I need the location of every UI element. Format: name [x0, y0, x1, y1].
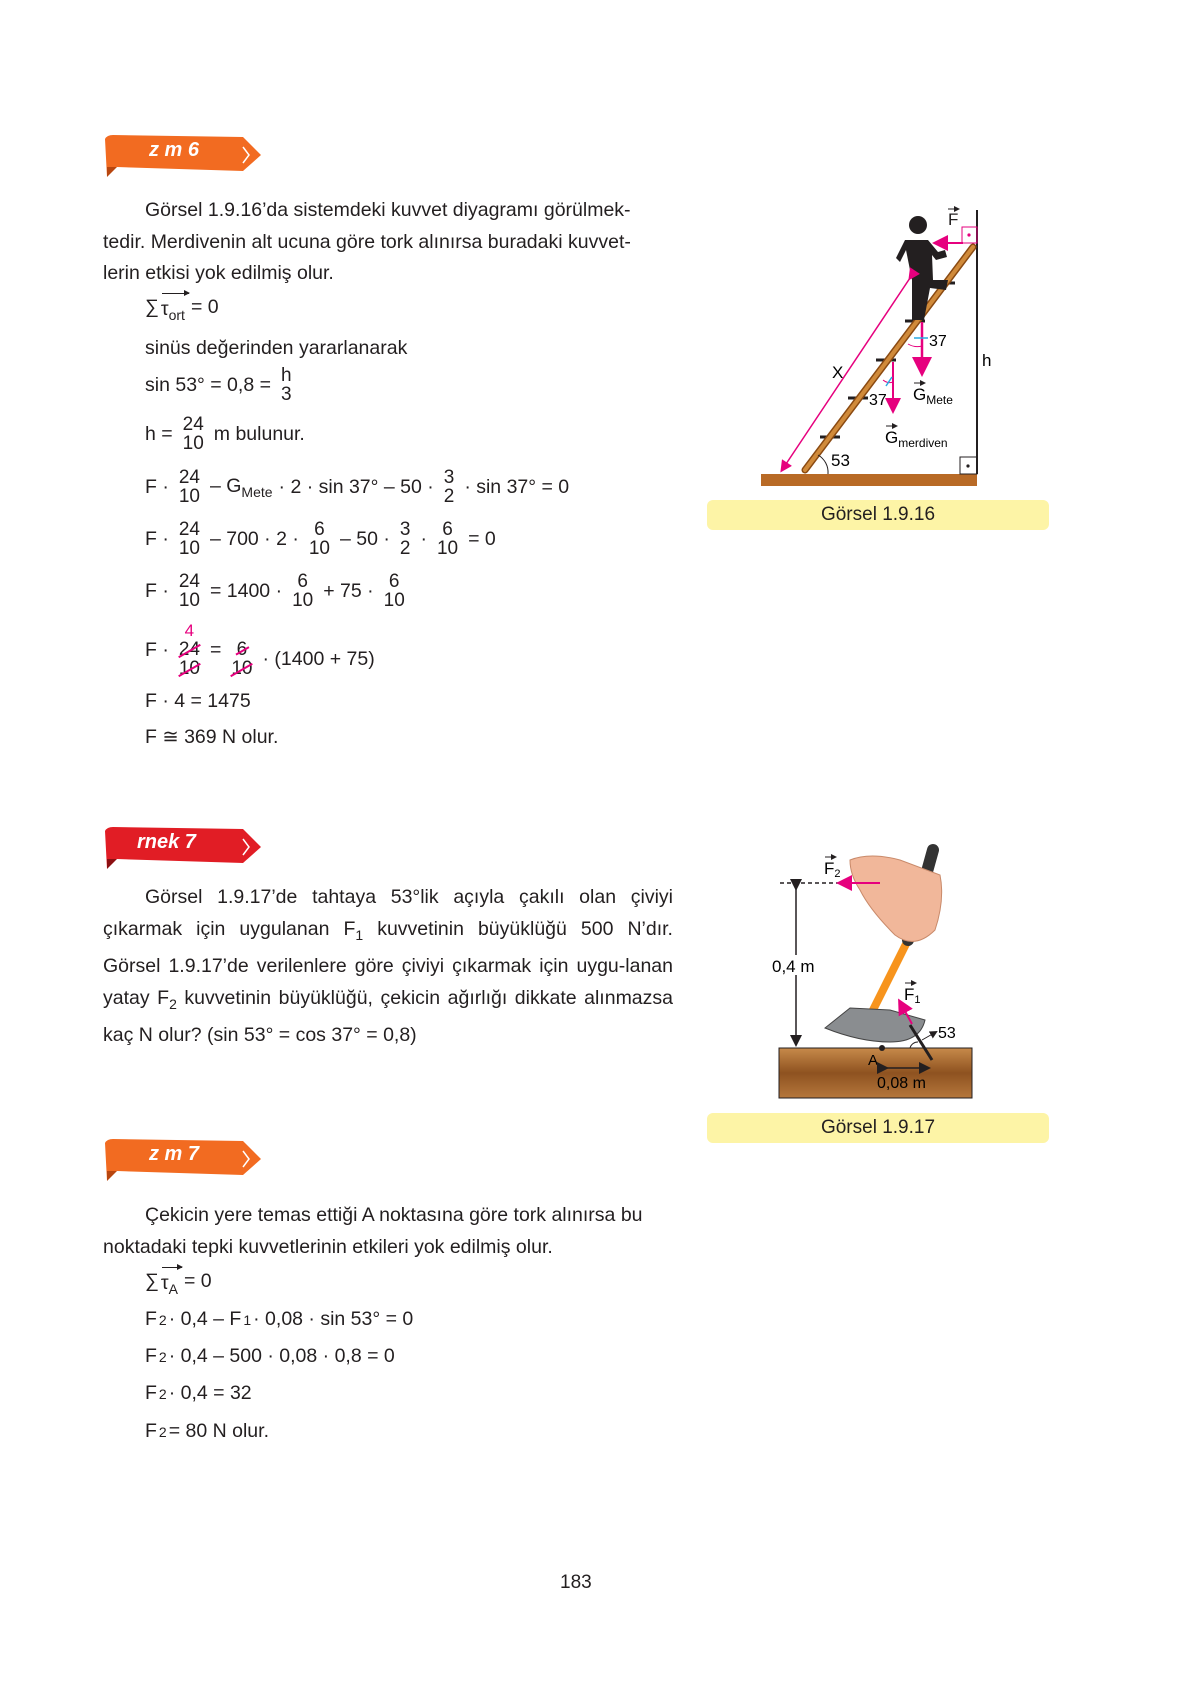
solution-7-banner [103, 1137, 263, 1189]
hammer-handle [872, 940, 908, 1012]
label-37-top: 37 [929, 333, 947, 350]
fraction [437, 520, 458, 558]
term: · (1400 + 75) [262, 647, 375, 670]
f: F [145, 1420, 157, 1442]
term: F · [145, 527, 169, 550]
term: F · [145, 638, 169, 661]
solution-7-text [103, 1200, 673, 1263]
label-g-merdiven: $G_{merdiven}$ [885, 428, 948, 450]
label-distance: 0,08 m [877, 1075, 926, 1092]
num: 6 [388, 571, 400, 592]
equation-result: F ≅ 369 N olur. [145, 726, 279, 748]
equation-1 [145, 1308, 413, 1331]
subscript: 1 [355, 926, 364, 943]
tau-vector [161, 292, 185, 323]
den: 10 [231, 658, 253, 679]
den: 10 [178, 538, 200, 559]
num: 6 [442, 519, 453, 540]
term: – 700 · 2 · [209, 527, 299, 550]
den: 2 [443, 486, 455, 507]
sin-equation [145, 366, 296, 404]
num: 24 [182, 414, 204, 435]
den: 3 [280, 384, 292, 405]
text: kuvvetinin büyüklüğü 500 N’dır. Görsel 1.9.17’de verilenlere göre çiviyi çıkarmak için uygu-lanan yatay F [103, 917, 673, 1009]
term: – 50 · [340, 527, 390, 550]
lhs: h = [145, 422, 173, 445]
subscript: 1 [243, 1311, 252, 1328]
rhs: m bulunur. [213, 422, 305, 445]
fraction [384, 572, 405, 610]
sum-symbol: ∑ [145, 1270, 159, 1292]
fraction [179, 622, 200, 678]
figure-caption: Görsel 1.9.17 [707, 1113, 1049, 1143]
den: 10 [182, 433, 204, 454]
den: 10 [178, 590, 200, 611]
term: + 75 · [323, 579, 374, 602]
label-height: 0,4 m [772, 957, 815, 976]
fraction [292, 572, 313, 610]
text-line: noktadaki tepki kuvvetlerinin etkileri yok edilmiş olur. [103, 1235, 553, 1258]
text-line: Çekicin yere temas ettiği A noktasına göre tork alınırsa bu [145, 1204, 643, 1226]
label-53: 53 [938, 1025, 956, 1042]
f: F [145, 1345, 157, 1367]
page-number: 183 [560, 1572, 592, 1593]
den: 10 [178, 658, 200, 679]
hammer-diagram [700, 830, 1100, 1110]
banner-label: z m 7 [149, 1143, 200, 1165]
torque-equation [145, 1266, 212, 1297]
fraction [400, 520, 411, 558]
subscript: 2 [158, 1348, 167, 1365]
equation-2 [145, 1345, 395, 1368]
den: 10 [308, 538, 330, 559]
label-a: A [868, 1052, 879, 1069]
term: · 0,08 · sin 53° = 0 [253, 1308, 414, 1330]
subscript: Mete [241, 483, 273, 500]
text-line: lerin etkisi yok edilmiş olur. [103, 262, 334, 284]
h-equation [145, 415, 305, 453]
subscript: 2 [158, 1311, 167, 1328]
rhs: = 0 [190, 296, 219, 318]
equation-3 [145, 1382, 252, 1405]
g: – G [209, 474, 242, 497]
term: · 2 · sin 37° – 50 · [278, 475, 434, 498]
rhs: = 0 [183, 1270, 212, 1292]
term: = 1400 · [209, 579, 283, 602]
example-7-text [103, 882, 673, 1052]
term: = [209, 638, 222, 661]
fraction [444, 468, 455, 506]
num: 3 [443, 467, 455, 488]
banner-label: z m 6 [149, 139, 200, 161]
figure-caption: Görsel 1.9.16 [707, 500, 1049, 530]
label-53: 53 [831, 451, 850, 470]
banner-label: rnek 7 [137, 831, 196, 853]
ground [761, 474, 977, 486]
angle-53-arc [818, 455, 828, 474]
term: · sin 37° = 0 [464, 475, 570, 498]
fraction [309, 520, 330, 558]
tau: τ [160, 298, 169, 320]
term: = 0 [468, 527, 496, 550]
equation-5: F · 4 = 1475 [145, 690, 251, 712]
term: F · [145, 579, 169, 602]
text: Görsel 1.9.17’de tahtaya 53°lik açıyla çakılı olan çiviyi çıkarmak için uygulanan F [103, 886, 673, 940]
num: 24 [178, 571, 200, 592]
subscript: 2 [158, 1385, 167, 1402]
fraction [179, 520, 200, 558]
num: 24 [178, 639, 200, 660]
person-icon [896, 216, 948, 320]
term: · 0,4 – F [168, 1308, 242, 1330]
ladder-diagram [700, 200, 1100, 500]
label-h: h [982, 351, 992, 370]
term: · 0,4 = 32 [168, 1382, 252, 1404]
subscript: A [168, 1281, 178, 1297]
num: 3 [399, 519, 411, 540]
torque-equation-1 [145, 468, 569, 506]
text-line: Görsel 1.9.16’da sistemdeki kuvvet diyagramı görülmek- [145, 199, 631, 221]
label-37-bottom: 37 [869, 392, 887, 409]
tau-vector [161, 1266, 178, 1297]
num: 6 [297, 571, 308, 592]
solution-6-text [103, 195, 673, 290]
subscript: ort [168, 307, 185, 323]
subscript: 2 [169, 995, 177, 1012]
torque-equation-2 [145, 520, 496, 558]
f: F [145, 1382, 157, 1404]
simplified-value: 4 [184, 621, 195, 640]
label-x: X [832, 363, 844, 382]
solution-6-banner [103, 133, 263, 185]
sinus-text: sinüs değerinden yararlanarak [145, 337, 408, 359]
num: 6 [314, 519, 325, 540]
fraction [281, 366, 292, 404]
num: h [280, 365, 292, 386]
torque-equation-3 [145, 572, 409, 610]
den: 10 [292, 590, 314, 611]
text: kuvvetinin büyüklüğü, çekicin ağırlığı dikkate alınmazsa kaç N olur? (sin 53° = cos 37° = 0,8) [103, 986, 673, 1046]
subscript: 2 [158, 1423, 167, 1440]
den: 2 [399, 538, 411, 559]
num: 6 [236, 639, 248, 660]
lhs: sin 53° = 0,8 = [145, 373, 271, 396]
f: F [145, 1308, 157, 1330]
term: F · [145, 475, 169, 498]
num: 24 [178, 519, 200, 540]
fraction [179, 468, 200, 506]
term: · 0,4 – 500 · 0,08 · 0,8 = 0 [168, 1345, 395, 1367]
fraction [183, 415, 204, 453]
num: 24 [178, 467, 200, 488]
den: 10 [383, 590, 405, 611]
fraction [231, 640, 252, 678]
sum-symbol: ∑ [145, 296, 159, 318]
term: = 80 N olur. [168, 1420, 269, 1442]
label-f1: F1 [904, 985, 921, 1006]
point-a [879, 1045, 885, 1051]
example-7-banner [103, 825, 263, 877]
torque-equation-4 [145, 622, 375, 678]
label-f2: F2 [824, 859, 841, 880]
label-f: F [948, 210, 959, 229]
label-g-mete: $G_{Mete}$ [913, 385, 953, 407]
fraction [179, 572, 200, 610]
term: · [420, 527, 427, 550]
den: 10 [178, 486, 200, 507]
text-line: tedir. Merdivenin alt ucuna göre tork alınırsa buradaki kuvvet- [103, 230, 631, 253]
den: 10 [436, 538, 459, 559]
tau: τ [160, 1272, 169, 1294]
term [210, 475, 273, 500]
torque-equation [145, 292, 219, 323]
equation-result [145, 1420, 269, 1443]
